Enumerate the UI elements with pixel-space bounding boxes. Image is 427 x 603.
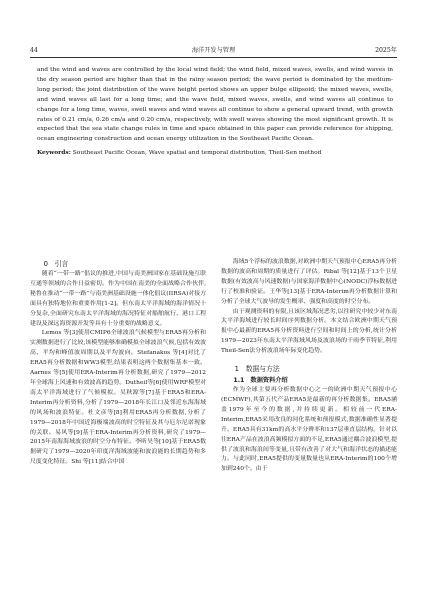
intro-paragraph-4: 由于观测资料的有限,且该区域海况恶劣,以往研究中较少对东南太平洋海域进行较长时间序列数据分析。本文结合欧洲中期天气预报中心最新的ERA5再分析资料进行空间和时间上的分析,统计分析1979—2023年东南太平洋海域风场及波浪场的干雨季节特征,利用Theil-Sen法分析波浪场年际变化趋势。 — [221, 308, 397, 355]
subsection-heading-data: 1.1 数据资料介绍 — [233, 377, 288, 385]
left-column — [30, 258, 206, 468]
keywords-text: Southeast Pacific Ocean, Wave spatial and temporal distribution, Theil-Sen method — [70, 150, 322, 157]
right-column — [221, 258, 397, 475]
keywords-line — [37, 148, 393, 159]
section-heading-data-methods: 1 数据与方法 — [234, 365, 280, 374]
keywords-label: Keywords: — [37, 149, 71, 157]
page-number: 44 — [30, 47, 38, 54]
journal-title: 海洋开发与管理 — [191, 47, 236, 54]
intro-paragraph-3: 海域5个浮标的波浪数据,对欧洲中期天气预报中心ERA5再分析数据的波高和周期的质量进行了评估。Ribal 等[12]基于13个卫星数据(有效波高与风速数据)与国家海洋数据中心(NODC)浮标数据进行了校准和验证。王华等[13]基于ERA-Interim再分析数据计算和分析了全球大气波导的发生概率、强度和高度的时空分布。 — [221, 259, 397, 305]
english-abstract — [37, 66, 393, 159]
abstract-paragraph: and the wind and waves are controlled by the local wind field; the wind field, mixed waves, swells, and wind waves in the dry season period are higher than that in the rainy season period; the wave period is dominated by the medium-long period; the joint distribution of the wave height period shows an upper bulge ellipsoid; the mixed waves, swells, and wind waves all last for a long time; and the wave field, mixed waves, swells, and wind waves all continue to change for a long time, waves, swell waves and wind waves all continue to show a general upward trend, with growth rates of 0.21 cm/a, 0.26 cm/a and 0.20 cm/a, respectively, with swell waves showing the most significant growth. It is expected that the sea state change rules in time and space obtained in this paper can provide reference for shipping, ocean engineering construction and ocean energy utilization in the Southeast Pacific Ocean. — [37, 67, 393, 143]
header-year: 2025年 — [375, 47, 397, 54]
data-paragraph-1: 作为全球主要再分析数据中心之一的欧洲中期天气预报中心(ECMWF),其第五代产品ERA5是最新的再分析数据集。ERA5涵盖1979年至今的数据,并持续更新。相较前一代ERA-Interim,ERA5采用改良的同化系统和预报模式,数据准确性显著提升。ERA5具有31km的高水平分辨率和137层垂直层结构。针对以往ERA产品在波浪高频模拟方面的不足,ERA5通过耦合波浪模型,提供了波浪和海浪间等变量,且带有改善了对大气和海洋状态的描述能力。与此同时,ERA5提供的变量数量也从ERA-Interim的100个增加到240个。由于 — [221, 387, 397, 473]
section-heading-introduction: 0 引言 — [43, 260, 69, 268]
page-header — [30, 45, 397, 58]
intro-paragraph-1: 随着“一带一路”倡议的推进,中国与南美洲国家在基础设施互联互通等领域的合作日益密切。作为中国在南美的全面战略合作伙伴,秘鲁在推动“一带一路”与南美洲基础设施一体化倡议(IIRSA)对接方面具有独特地位和重要作用[1-2]。但东南太平洋海域的海洋情况十分复杂,全面研究东南太平洋海域的海况特征对船舶航行、港口工程建设及深远海资源开发等具有十分重要的战略意义。 — [30, 271, 206, 327]
intro-paragraph-2: Lemos 等[3]使用CMIP6全球波浪气候模型与ERA5再分析和实测数据进行了比较,该模型能够准确模拟全球波浪气候,包括有效波高、平均和峰值波周期以及平均波向。Stefanakos 等[4]对比了ERA5再分析数据和WW3模型,结果表明这两个数据集基本一致。Aarnes 等[5]使用ERA-Interim再分析数据,研究了1979—2012年全球海上风速和有效波高的趋势。Dutheil等[6]使用WRF模型对南太平洋海域进行了气候模拟。吴秋源等[7]基于ERA5和ERA-Interim再分析资料,分析了1979—2018年长江口及邻近东海海域的风场和波浪特征。杜文彦等[8]利用ERA5再分析数据,分析了1979—2018年中国近海极端波高的时空特征及其与厄尔尼诺现象的关联。易风等[9]基于ERA-Interim再分析资料,研究了1979—2015年南海海域波浪的时空分布特征。李昕昊等[10]基于ERA5数据研究了1979—2020年印度洋海域波能和波浪能的长期趋势和多尺度变化特征。Shi 等[11]结合中国 — [30, 330, 206, 466]
